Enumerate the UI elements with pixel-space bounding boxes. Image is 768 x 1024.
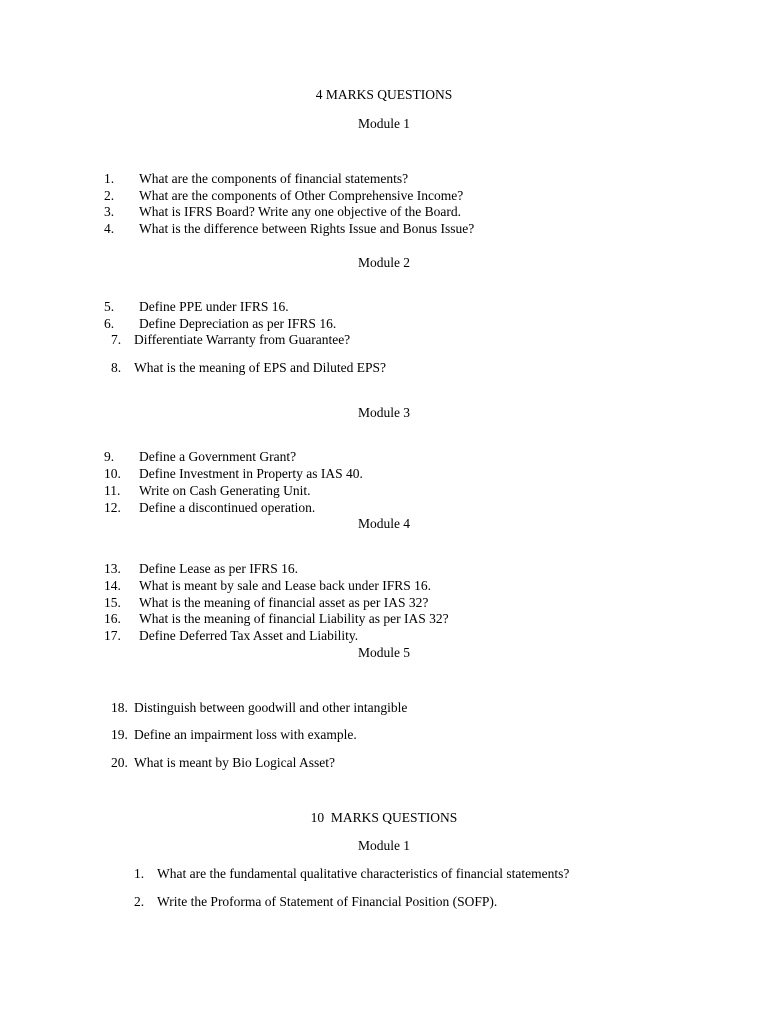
question-number: 19. (111, 727, 128, 742)
question-text: Define Investment in Property as IAS 40. (139, 466, 363, 481)
question-number: 4. (104, 221, 115, 236)
question-number: 10. (104, 466, 121, 481)
question-text: What is the meaning of EPS and Diluted EPS? (134, 360, 386, 375)
question-number: 1. (134, 866, 145, 881)
question-text: What are the components of Other Comprehensive Income? (139, 188, 464, 203)
question-text: What is IFRS Board? Write any one objective of the Board. (139, 204, 462, 219)
module-1-heading: Module 1 (357, 116, 411, 131)
question-number: 14. (104, 578, 121, 593)
module-2-heading: Module 2 (357, 255, 411, 270)
question-number: 7. (111, 332, 122, 347)
question-number: 6. (104, 316, 115, 331)
question-text: Define PPE under IFRS 16. (139, 299, 289, 314)
module-3-heading: Module 3 (357, 405, 411, 420)
question-number: 3. (104, 204, 115, 219)
module-1-heading-10-marks: Module 1 (357, 838, 411, 853)
question-number: 2. (104, 188, 115, 203)
question-text: Define Lease as per IFRS 16. (139, 561, 298, 576)
question-number: 17. (104, 628, 121, 643)
question-number: 1. (104, 171, 115, 186)
question-text: Distinguish between goodwill and other intangible (134, 700, 408, 715)
question-text: Differentiate Warranty from Guarantee? (134, 332, 351, 347)
question-text: What is meant by sale and Lease back under IFRS 16. (139, 578, 432, 593)
module-4-heading: Module 4 (357, 516, 411, 531)
question-text: Define Depreciation as per IFRS 16. (139, 316, 337, 331)
question-number: 11. (104, 483, 121, 498)
question-text: What are the components of financial statements? (139, 171, 409, 186)
question-text: What is meant by Bio Logical Asset? (134, 755, 335, 770)
question-number: 20. (111, 755, 128, 770)
question-text: Define a Government Grant? (139, 449, 297, 464)
question-text: What are the fundamental qualitative characteristics of financial statements? (157, 866, 570, 881)
question-text: Write on Cash Generating Unit. (139, 483, 311, 498)
question-text: Define an impairment loss with example. (134, 727, 357, 742)
question-number: 12. (104, 500, 121, 515)
question-text: Define a discontinued operation. (139, 500, 316, 515)
question-number: 13. (104, 561, 121, 576)
question-text: Define Deferred Tax Asset and Liability. (139, 628, 359, 643)
question-number: 18. (111, 700, 128, 715)
question-number: 2. (134, 894, 145, 909)
question-number: 15. (104, 595, 121, 610)
section-title-4-marks: 4 MARKS QUESTIONS (315, 87, 453, 102)
question-text: Write the Proforma of Statement of Financial Position (SOFP). (157, 894, 498, 909)
question-text: What is the meaning of financial asset as per IAS 32? (139, 595, 429, 610)
module-5-heading: Module 5 (357, 645, 411, 660)
question-number: 9. (104, 449, 115, 464)
question-number: 16. (104, 611, 121, 626)
question-text: What is the difference between Rights Issue and Bonus Issue? (139, 221, 475, 236)
section-title-10-marks: 10 MARKS QUESTIONS (310, 810, 458, 825)
question-number: 8. (111, 360, 122, 375)
question-text: What is the meaning of financial Liability as per IAS 32? (139, 611, 449, 626)
question-number: 5. (104, 299, 115, 314)
